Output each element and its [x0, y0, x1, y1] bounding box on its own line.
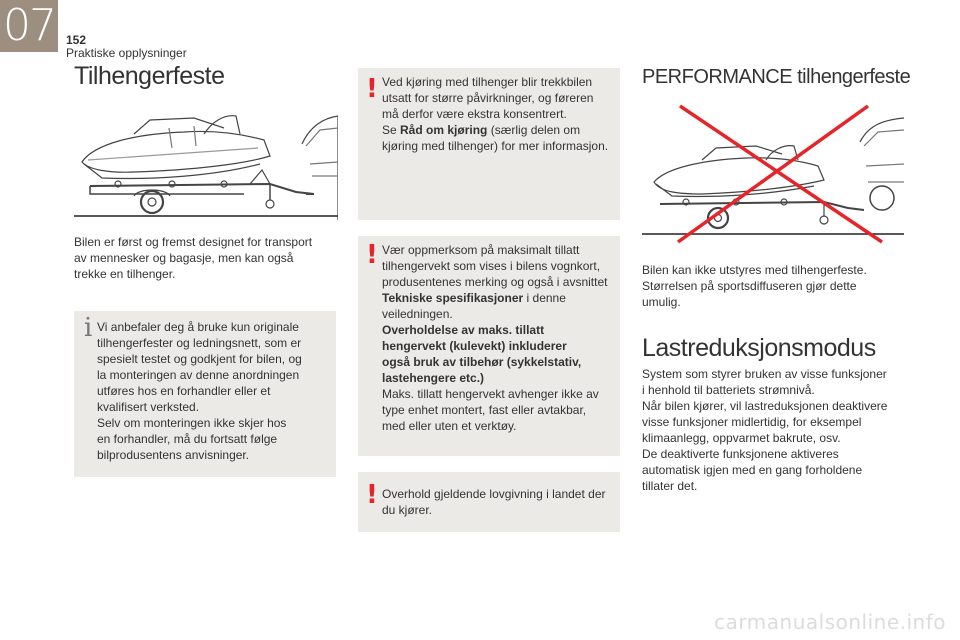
jetski-trailer-illustration	[74, 104, 338, 220]
info-box	[74, 311, 336, 477]
section-title-performance: PERFORMANCE tilhengerfeste	[642, 66, 911, 88]
warning-text-weight: Vær oppmerksom på maksimalt tillatt tilhengervekt som vises i bilens vognkort, produsentenes merking og også i avsnittet Tekniske spesifikasjoner i denne veiledningen. Overholdelse av maks. tillatt hengervekt (kulevekt) inkluderer også bruk av tilbehør (sykkelstativ, lastehengere etc.) Maks. tillatt hengervekt avhenger ikke av type enhet montert, fast eller avtakbar, med eller uten et verktøy.	[382, 243, 608, 433]
warning-box-legislation	[358, 472, 620, 532]
warning-icon: !	[366, 480, 378, 510]
info-text: Vi anbefaler deg å bruke kun originale tilhengerfester og ledningsnett, som er spesielt testet og godkjent for bilen, og la monteringen av denne anordningen utføres hos en forhandler eller et kvalifisert verksted. Selv om monteringen ikke skjer hos en forhandler, må du fortsatt følge bilprodusentens anvisninger.	[97, 320, 302, 462]
warning-icon: !	[366, 74, 378, 104]
warning-text-driving: Ved kjøring med tilhenger blir trekkbilen utsatt for større påvirkninger, og føreren må derfor være ekstra konsentrert. Se Råd om kjøring (særlig delen om kjøring med tilhenger) for mer informasjon.	[382, 75, 609, 153]
watermark: carmanualsonline.info	[714, 610, 946, 634]
warning-box-driving	[358, 68, 620, 220]
page-number: 152	[66, 33, 87, 47]
warning-icon: !	[366, 240, 378, 270]
warning-box-weight	[358, 236, 620, 456]
intro-text: Bilen er først og fremst designet for transport av mennesker og bagasje, men kan også trekke en tilhenger.	[74, 235, 313, 281]
section-title-tow-hitch: Tilhengerfeste	[74, 62, 225, 90]
warning-text-legislation: Overhold gjeldende lovgivning i landet der du kjører.	[382, 487, 606, 517]
info-icon: i	[84, 313, 93, 343]
performance-text: Bilen kan ikke utstyres med tilhengerfeste. Størrelsen på sportsdiffuseren gjør dette umulig.	[642, 263, 867, 309]
chapter-tab: 07	[0, 0, 58, 52]
load-reduction-text: System som styrer bruken av visse funksjoner i henhold til batteriets strømnivå. Når bilen kjører, vil lastreduksjonen deaktivere visse funksjoner midlertidig, for eksempel klimaanlegg, oppvarmet bakrute, osv. De deaktiverte funksjonene aktiveres automatisk igjen med en gang forholdene tillater det.	[642, 367, 888, 493]
chapter-title: Praktiske opplysninger	[66, 46, 187, 60]
jetski-trailer-crossed-illustration	[642, 102, 904, 244]
section-title-load-reduction: Lastreduksjonsmodus	[642, 334, 876, 362]
